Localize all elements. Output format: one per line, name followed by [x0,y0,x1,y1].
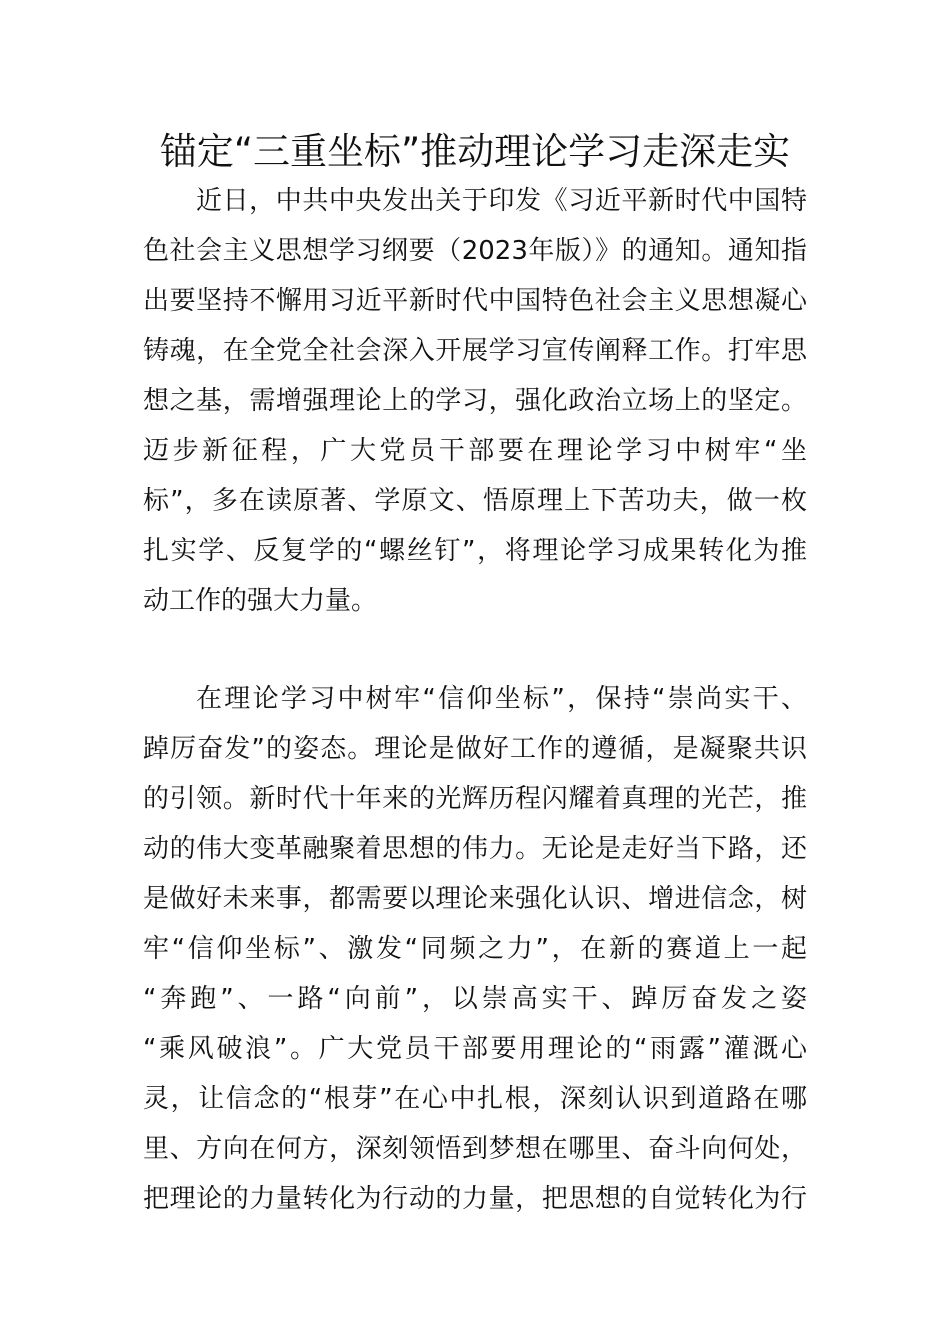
text-line: “奔跑”、一路“向前”，以崇高实干、踔厉奋发之姿 [143,984,807,1014]
text-line: 扎实学、反复学的“螺丝钉”，将理论学习成果转化为推 [143,536,807,566]
text-line: 动的伟大变革融聚着思想的伟力。无论是走好当下路，还 [143,834,807,864]
text-line: 出要坚持不懈用习近平新时代中国特色社会主义思想凝心 [143,286,807,316]
text-line: 踔厉奋发”的姿态。理论是做好工作的遵循，是凝聚共识 [143,734,807,764]
text-line: “乘风破浪”。广大党员干部要用理论的“雨露”灌溉心 [143,1034,807,1064]
text-line: 在理论学习中树牢“信仰坐标”，保持“崇尚实干、 [196,684,807,714]
text-line: 的引领。新时代十年来的光辉历程闪耀着真理的光芒，推 [143,784,807,814]
text-line: 想之基，需增强理论上的学习，强化政治立场上的坚定。 [143,386,807,416]
text-line: 迈步新征程，广大党员干部要在理论学习中树牢“坐 [143,436,807,466]
text-line: 把理论的力量转化为行动的力量，把思想的自觉转化为行 [143,1184,807,1214]
text-line: 色社会主义思想学习纲要（2023年版）》的通知。通知指 [143,236,807,266]
text-line: 动工作的强大力量。 [143,586,378,616]
text-line: 是做好未来事，都需要以理论来强化认识、增进信念，树 [143,884,807,914]
text-line: 铸魂，在全党全社会深入开展学习宣传阐释工作。打牢思 [143,336,807,366]
text-line: 灵，让信念的“根芽”在心中扎根，深刻认识到道路在哪 [143,1084,807,1114]
text-line: 标”，多在读原著、学原文、悟原理上下苦功夫，做一枚 [143,486,807,516]
text-line: 里、方向在何方，深刻领悟到梦想在哪里、奋斗向何处， [143,1134,807,1164]
document-title: 锚定“三重坐标”推动理论学习走深走实 [159,130,791,173]
text-line: 牢“信仰坐标”、激发“同频之力”，在新的赛道上一起 [143,934,807,964]
text-line: 近日，中共中央发出关于印发《习近平新时代中国特 [196,186,807,216]
